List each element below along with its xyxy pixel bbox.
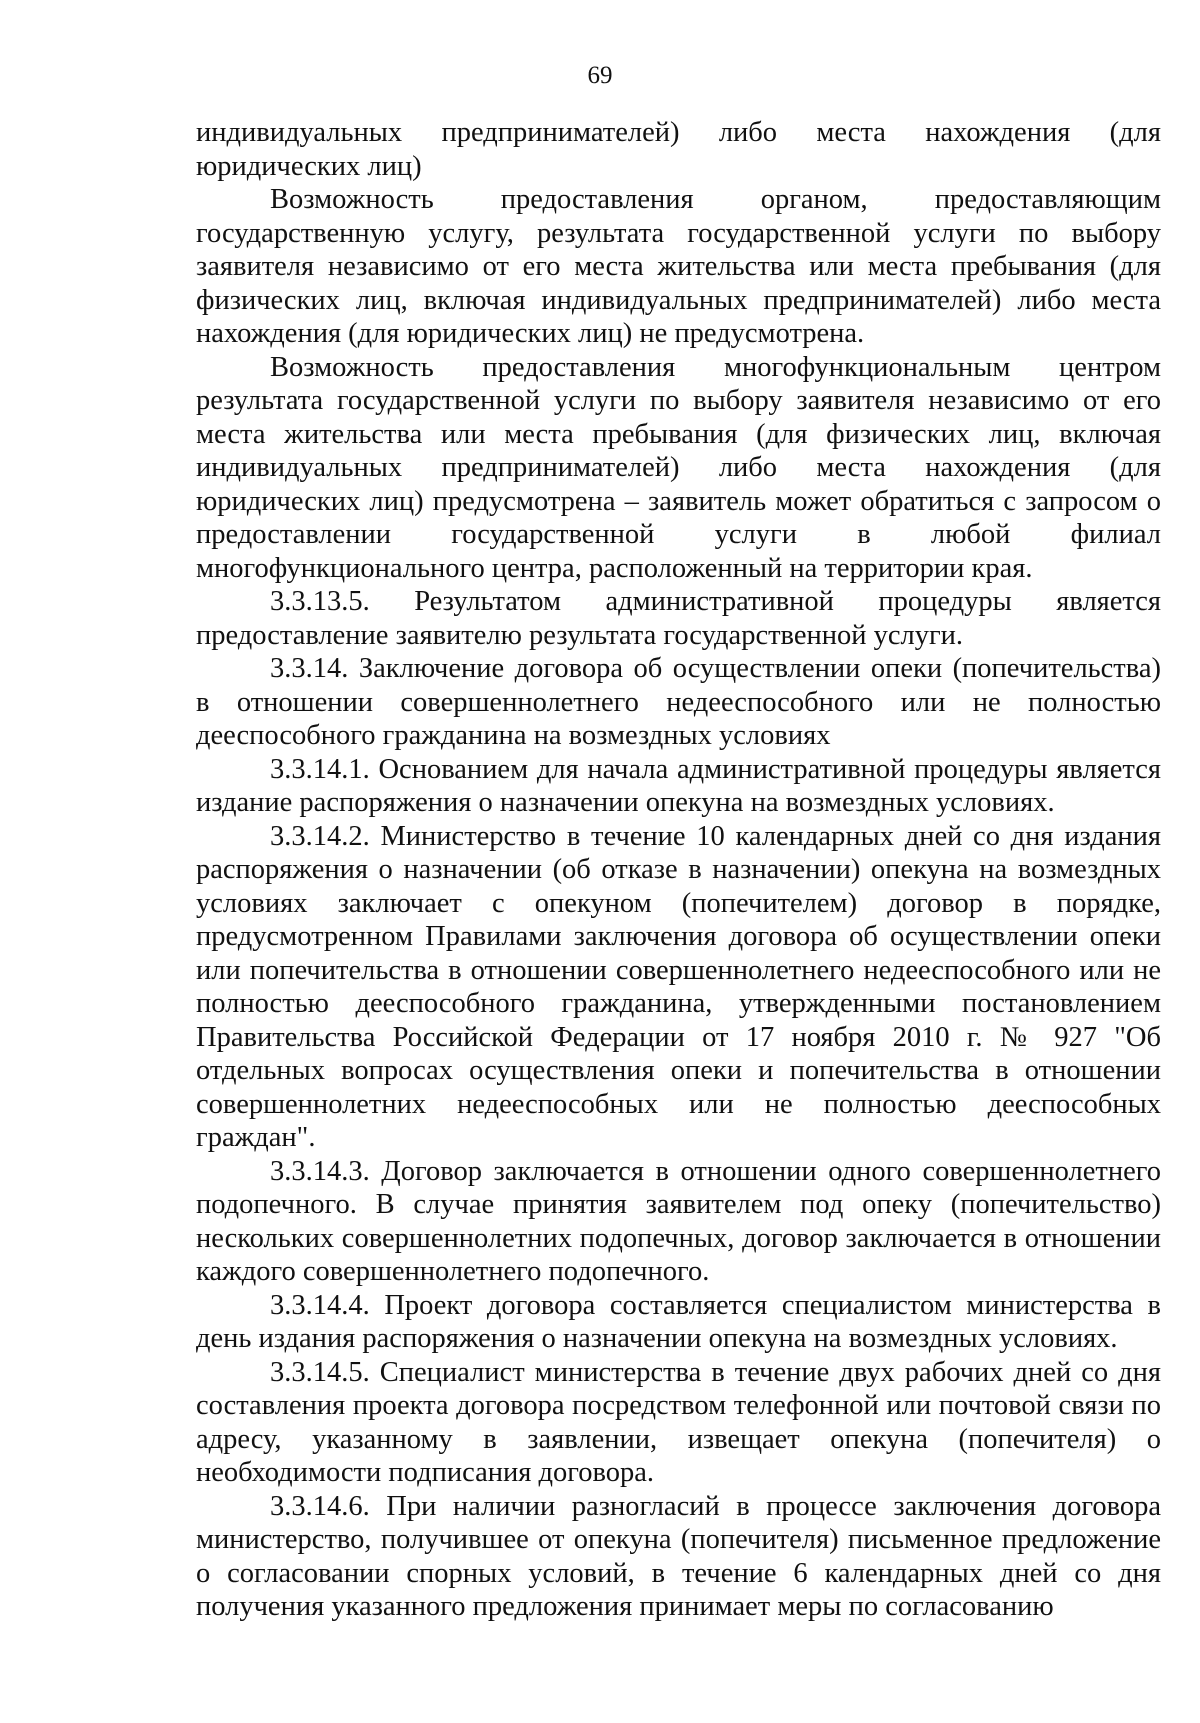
- paragraph-continuation: индивидуальных предпринимателей) либо места нахождения (для юридических лиц): [196, 117, 1161, 182]
- paragraph-3-3-14-3: 3.3.14.3. Договор заключается в отношении одного совершеннолетнего подопечного. В случае принятия заявителем под опеку (попечительство) нескольких совершеннолетних подопечных, договор заключается в отношении каждого совершеннолетнего подопечного.: [196, 1155, 1161, 1287]
- paragraph-3-3-14-4: 3.3.14.4. Проект договора составляется специалистом министерства в день издания распоряжения о назначении опекуна на возмездных условиях.: [196, 1289, 1161, 1354]
- paragraph-mfc-provided: Возможность предоставления многофункциональным центром результата государственной услуги по выбору заявителя независимо от его места жительства или места пребывания (для физических лиц, включая индивидуальных предпринимателей) либо места нахождения (для юридических лиц) предусмотрена – заявитель может обратиться с запросом о предоставлении государственной услуги в любой филиал многофункционального центра, расположенный на территории края.: [196, 351, 1161, 584]
- paragraph-3-3-13-5: 3.3.13.5. Результатом административной процедуры является предоставление заявителю результата государственной услуги.: [196, 586, 1161, 651]
- document-body: [196, 116, 1161, 1624]
- paragraph-3-3-14-2: 3.3.14.2. Министерство в течение 10 календарных дней со дня издания распоряжения о назначении (об отказе в назначении) опекуна на возмездных условиях заключает с опекуном (попечителем) договор в порядке, предусмотренном Правилами заключения договора об осуществлении опеки или попечительства в отношении совершеннолетнего недееспособного или не полностью дееспособного гражданина, утвержденными постановлением Правительства Российской Федерации от 17 ноября 2010 г. № 927 "Об отдельных вопросах осуществления опеки и попечительства в отношении совершеннолетних недееспособных или не полностью дееспособных граждан".: [196, 820, 1161, 1153]
- paragraph-3-3-14: 3.3.14. Заключение договора об осуществлении опеки (попечительства) в отношении совершеннолетнего недееспособного или не полностью дееспособного гражданина на возмездных условиях: [196, 653, 1161, 751]
- paragraph-3-3-14-5: 3.3.14.5. Специалист министерства в течение двух рабочих дней со дня составления проекта договора посредством телефонной или почтовой связи по адресу, указанному в заявлении, извещает опекуна (попечителя) о необходимости подписания договора.: [196, 1356, 1161, 1488]
- paragraph-mfc-not-provided: Возможность предоставления органом, предоставляющим государственную услугу, результата государственной услуги по выбору заявителя независимо от его места жительства или места пребывания (для физических лиц, включая индивидуальных предпринимателей) либо места нахождения (для юридических лиц) не предусмотрена.: [196, 184, 1161, 349]
- page-number: 69: [587, 62, 613, 89]
- paragraph-3-3-14-1: 3.3.14.1. Основанием для начала административной процедуры является издание распоряжения о назначении опекуна на возмездных условиях.: [196, 753, 1161, 818]
- paragraph-3-3-14-6: 3.3.14.6. При наличии разногласий в процессе заключения договора министерство, получившее от опекуна (попечителя) письменное предложение о согласовании спорных условий, в течение 6 календарных дней со дня получения указанного предложения принимает меры по согласованию: [196, 1490, 1161, 1622]
